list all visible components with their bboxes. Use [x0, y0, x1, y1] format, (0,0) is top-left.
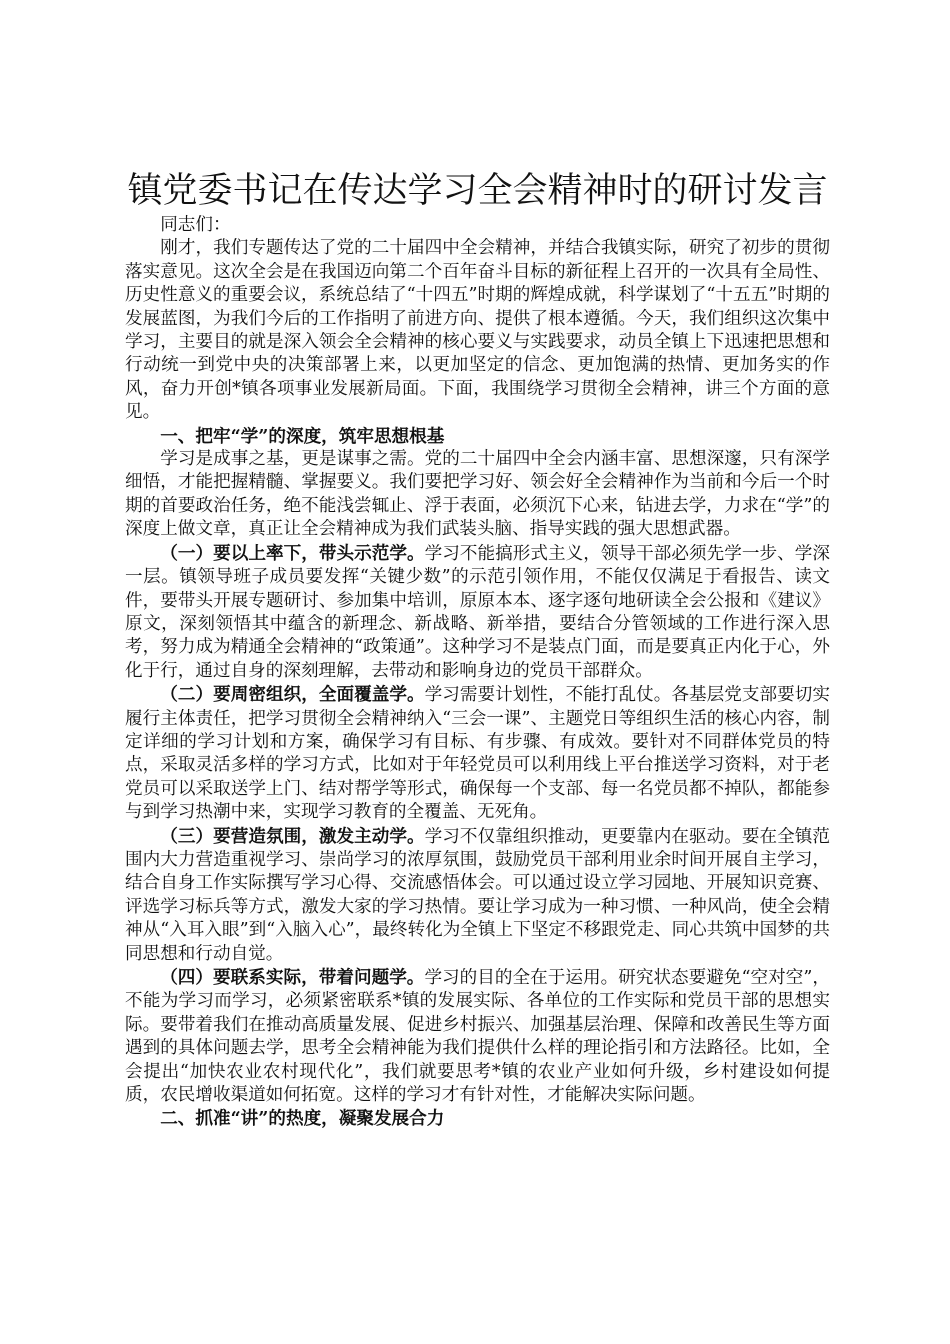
paragraph-text: 学习不仅靠组织推动，更要靠内在驱动。要在全镇范围内大力营造重视学习、崇尚学习的浓厚氛围，鼓励党员干部利用业余时间开展自主学习，结合自身工作实际撰写学习心得、交流感悟体会。可以通过设立学习园地、开展知识竞赛、评选学习标兵等方式，激发大家的学习热情。要让学习成为一种习惯、一种风尚，使全会精神从“入耳入眼”到“入脑入心”，最终转化为全镇上下坚定不移跟党走、同心共筑中国梦的共同思想和行动自觉。 — [125, 826, 830, 964]
body-paragraph — [125, 966, 830, 1107]
paragraph-text: 学习的目的全在于运用。研究状态要避免“空对空”，不能为学习而学习，必须紧密联系*镇的发展实际、各单位的工作实际和党员干部的思想实际。要带着我们在推动高质量发展、促进乡村振兴、加强基层治理、保障和改善民生等方面遇到的具体问题去学，思考全会精神能为我们提供什么样的理论指引和方法路径。比如，全会提出“加快农业农村现代化”，我们就要思考*镇的农业产业如何升级，乡村建设如何提质，农民增收渠道如何拓宽。这样的学习才有针对性，才能解决实际问题。 — [125, 968, 830, 1106]
paragraph-text: 一、把牢“学”的深度，筑牢思想根基 — [160, 425, 445, 447]
body-paragraph — [125, 448, 830, 542]
paragraph-text: 学习是成事之基，更是谋事之需。党的二十届四中全会内涵丰富、思想深邃，只有深学细悟，才能把握精髓、掌握要义。我们要把学习好、领会好全会精神作为当前和今后一个时期的首要政治任务，绝不能浅尝辄止、浮于表面，必须沉下心来，钻进去学，力求在“学”的深度上做文章，真正让全会精神成为我们武装头脑、指导实践的强大思想武器。 — [125, 449, 830, 540]
section-heading — [125, 1107, 830, 1130]
paragraph-lead: （四）要联系实际，带着问题学。 — [160, 967, 425, 988]
document-body — [125, 237, 830, 1130]
paragraph-text: 学习需要计划性，不能打乱仗。各基层党支部要切实履行主体责任，把学习贯彻全会精神纳入“三会一课”、主题党日等组织生活的核心内容，制定详细的学习计划和方案，确保学习有目标、有步骤、有成效。要针对不同群体党员的特点，采取灵活多样的学习方式，比如对于年轻党员可以利用线上平台推送学习资料，对于老党员可以采取送学上门、结对帮学等形式，确保每一个支部、每一名党员都不掉队，都能参与到学习热潮中来，实现学习教育的全覆盖、无死角。 — [125, 685, 830, 823]
document-page — [125, 168, 830, 1131]
paragraph-text: 二、抓准“讲”的热度，凝聚发展合力 — [160, 1108, 445, 1130]
section-heading — [125, 425, 830, 448]
paragraph-lead: （三）要营造氛围，激发主动学。 — [160, 825, 425, 847]
body-paragraph — [125, 683, 830, 824]
salutation: 同志们： — [160, 215, 231, 235]
document-title: 镇党委书记在传达学习全会精神时的研讨发言 — [127, 171, 828, 211]
paragraph-lead: （一）要以上率下，带头示范学。 — [160, 542, 425, 564]
body-paragraph — [125, 237, 830, 424]
paragraph-text: 学习不能搞形式主义，领导干部必须先学一步、学深一层。镇领导班子成员要发挥“关键少数”的示范引领作用，不能仅仅满足于看报告、读文件，要带头开展专题研讨、参加集中培训，原原本本、逐字逐句地研读全会公报和《建议》原文，深刻领悟其中蕴含的新理念、新战略、新举措，要结合分管领域的工作进行深入思考，努力成为精通全会精神的“政策通”。这种学习不是装点门面，而是要真正内化于心，外化于行，通过自身的深刻理解，去带动和影响身边的党员干部群众。 — [125, 543, 830, 681]
body-paragraph — [125, 542, 830, 683]
body-paragraph — [125, 825, 830, 966]
paragraph-lead: （二）要周密组织，全面覆盖学。 — [160, 684, 425, 706]
paragraph-text: 刚才，我们专题传达了党的二十届四中全会精神，并结合我镇实际，研究了初步的贯彻落实意见。这次全会是在我国迈向第二个百年奋斗目标的新征程上召开的一次具有全局性、历史性意义的重要会议，系统总结了“十四五”时期的辉煌成就，科学谋划了“十五五”时期的发展蓝图，为我们今后的工作指明了前进方向、提供了根本遵循。今天，我们组织这次集中学习，主要目的就是深入领会全会精神的核心要义与实践要求，动员全镇上下迅速把思想和行动统一到党中央的决策部署上来，以更加坚定的信念、更加饱满的热情、更加务实的作风，奋力开创*镇各项事业发展新局面。下面，我围绕学习贯彻全会精神，讲三个方面的意见。 — [125, 238, 830, 423]
